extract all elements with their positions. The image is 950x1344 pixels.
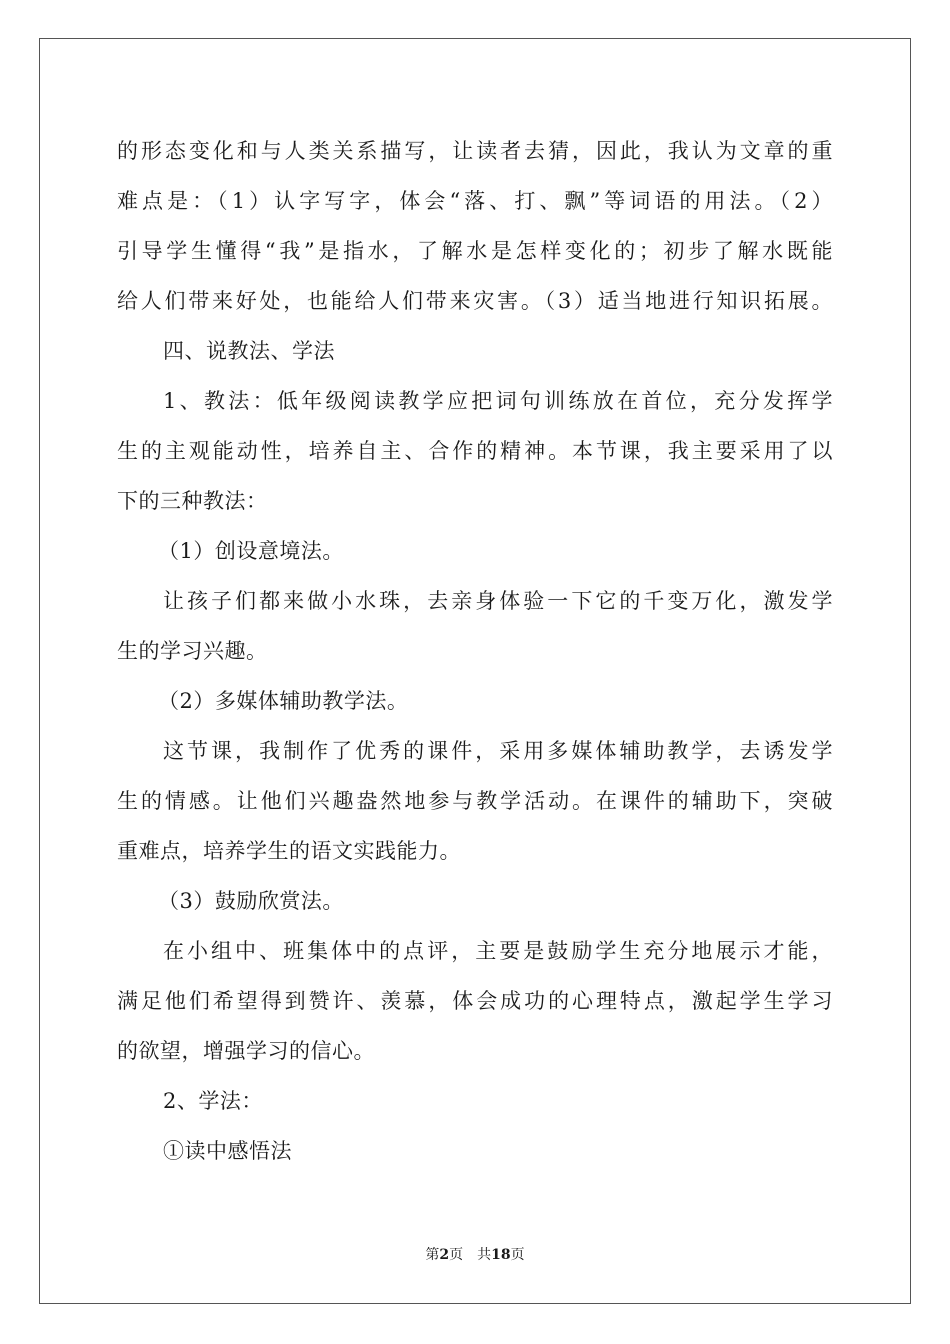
paragraph-line: 生的情感。让他们兴趣盎然地参与教学活动。在课件的辅助下，突破 [117,789,833,813]
subheading: （1）创设意境法。 [158,539,344,563]
total-label-suffix: 页 [510,1247,525,1263]
paragraph-line: 难点是：（1）认字写字，体会“落、打、飘”等词语的用法。（2） [117,189,833,213]
paragraph-line: 在小组中、班集体中的点评，主要是鼓励学生充分地展示才能， [163,939,833,963]
section-heading: 四、说教法、学法 [163,339,335,363]
paragraph-line: 引导学生懂得“我”是指水，了解水是怎样变化的；初步了解水既能 [117,239,833,263]
page-number: 2 [439,1247,450,1263]
paragraph-line: 1、教法：低年级阅读教学应把词句训练放在首位，充分发挥学 [163,389,833,413]
subheading: （2）多媒体辅助教学法。 [158,689,409,713]
paragraph-line: 重难点，培养学生的语文实践能力。 [117,839,461,863]
page-label-suffix: 页 [449,1247,464,1263]
paragraph-line: 生的学习兴趣。 [117,639,268,663]
paragraph-line: 的形态变化和与人类关系描写，让读者去猜，因此，我认为文章的重 [117,139,833,163]
section-heading: 2、学法： [163,1089,263,1113]
subheading: ①读中感悟法 [163,1139,292,1163]
paragraph-line: 让孩子们都来做小水珠，去亲身体验一下它的千变万化，激发学 [163,589,833,613]
page-label-prefix: 第 [425,1247,440,1263]
paragraph-line: 满足他们希望得到赞许、羡慕，体会成功的心理特点，激起学生学习 [117,989,833,1013]
total-pages: 18 [491,1247,511,1263]
paragraph-line: 下的三种教法： [117,489,268,513]
paragraph-line: 这节课，我制作了优秀的课件，采用多媒体辅助教学，去诱发学 [163,739,833,763]
paragraph-line: 生的主观能动性，培养自主、合作的精神。本节课，我主要采用了以 [117,439,833,463]
paragraph-line: 的欲望，增强学习的信心。 [117,1039,375,1063]
total-label-prefix: 共 [477,1247,492,1263]
subheading: （3）鼓励欣赏法。 [158,889,344,913]
paragraph-line: 给人们带来好处，也能给人们带来灾害。（3）适当地进行知识拓展。 [117,289,833,313]
page-footer [0,1245,950,1265]
